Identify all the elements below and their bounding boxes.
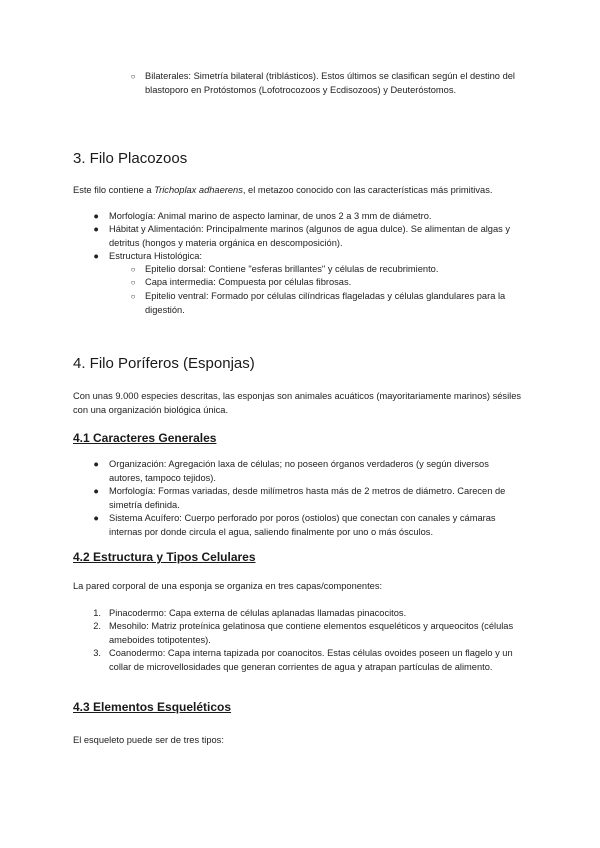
list-item-text: Epitelio ventral: Formado por células cilíndricas flageladas y células glandulares para la digestión. [145, 291, 506, 315]
intro-text: Este filo contiene a [73, 185, 155, 195]
list-number: 2. [93, 621, 101, 631]
hollow-circle-bullet-icon: ○ [130, 265, 136, 274]
list-item-text: Bilaterales: Simetría bilateral (triblásticos). Estos últimos se clasifican según el destino del blastoporo en Protóstomos (Lofotrocozoos y Ecdisozoos) y Deuteróstomos. [145, 71, 515, 95]
list-item-text: Pinacodermo: Capa externa de células aplanadas llamadas pinacocitos. [109, 608, 407, 618]
list-item [130, 70, 515, 97]
list-item [93, 485, 523, 512]
list-item-text: Sistema Acuífero: Cuerpo perforado por poros (ostiolos) que conectan con canales y cámaras internas por donde circula el agua, saliendo finalmente por uno o más ósculos. [109, 513, 496, 537]
list-item [93, 223, 523, 250]
list-item-text: Epitelio dorsal: Contiene "esferas brillantes" y células de recubrimiento. [145, 264, 439, 274]
list-item [93, 620, 523, 647]
list-item-text: Hábitat y Alimentación: Principalmente marinos (algunos de agua dulce). Se alimentan de algas y detritus (hongos y materia orgánica en descomposición). [109, 224, 511, 248]
list-item-text: Morfología: Animal marino de aspecto laminar, de unos 2 a 3 mm de diámetro. [109, 211, 432, 221]
hollow-circle-bullet-icon: ○ [130, 292, 136, 301]
bullet-icon: ● [93, 513, 99, 523]
subsection-4-3-intro: El esqueleto puede ser de tres tipos: [73, 735, 224, 745]
list-item [130, 276, 515, 290]
list-item-text: Morfología: Formas variadas, desde milímetros hasta más de 2 metros de diámetro. Carecen de simetría definida. [109, 486, 506, 510]
section-4-heading: 4. Filo Poríferos (Esponjas) [73, 355, 255, 372]
bullet-icon: ● [93, 251, 99, 261]
list-item [93, 458, 523, 485]
list-number: 3. [93, 648, 101, 658]
list-item [93, 647, 523, 674]
section-4-intro: Con unas 9.000 especies descritas, las esponjas son animales acuáticos (mayoritariamente marinos) sésiles con una organización biológica única. [73, 391, 522, 415]
section-3-intro [73, 184, 533, 198]
subsection-4-1-heading: 4.1 Caracteres Generales [73, 431, 217, 445]
hollow-circle-bullet-icon: ○ [130, 278, 136, 287]
list-item-text: Mesohilo: Matriz proteínica gelatinosa que contiene elementos esqueléticos y arqueocitos (células ameboides totipotentes). [109, 621, 514, 645]
list-item [93, 210, 523, 224]
subsection-4-2-heading: 4.2 Estructura y Tipos Celulares [73, 550, 256, 564]
hollow-circle-bullet-icon: ○ [130, 72, 136, 81]
intro-text: , el metazoo conocido con las características más primitivas. [242, 185, 493, 195]
bullet-icon: ● [93, 459, 99, 469]
subsection-4-2-intro: La pared corporal de una esponja se organiza en tres capas/componentes: [73, 581, 383, 591]
list-item [93, 250, 523, 264]
list-item [130, 263, 515, 277]
species-name: Trichoplax adhaerens [154, 185, 243, 195]
list-item [93, 512, 523, 539]
bullet-icon: ● [93, 211, 99, 221]
list-item-text: Capa intermedia: Compuesta por células fibrosas. [145, 277, 352, 287]
list-item-text: Coanodermo: Capa interna tapizada por coanocitos. Estas células ovoides poseen un flagelo y un collar de microvellosidades que generan corrientes de agua y atrapan partículas de alimento. [109, 648, 513, 672]
subsection-4-3-heading: 4.3 Elementos Esqueléticos [73, 700, 232, 714]
list-item-text: Organización: Agregación laxa de células; no poseen órganos verdaderos (y según diversos autores, tampoco tejidos). [109, 459, 489, 483]
bullet-icon: ● [93, 486, 99, 496]
list-item [130, 290, 515, 317]
list-number: 1. [93, 608, 101, 618]
bullet-icon: ● [93, 224, 99, 234]
section-3-heading: 3. Filo Placozoos [73, 150, 188, 167]
list-item-text: Estructura Histológica: [109, 251, 203, 261]
list-item [93, 607, 523, 621]
